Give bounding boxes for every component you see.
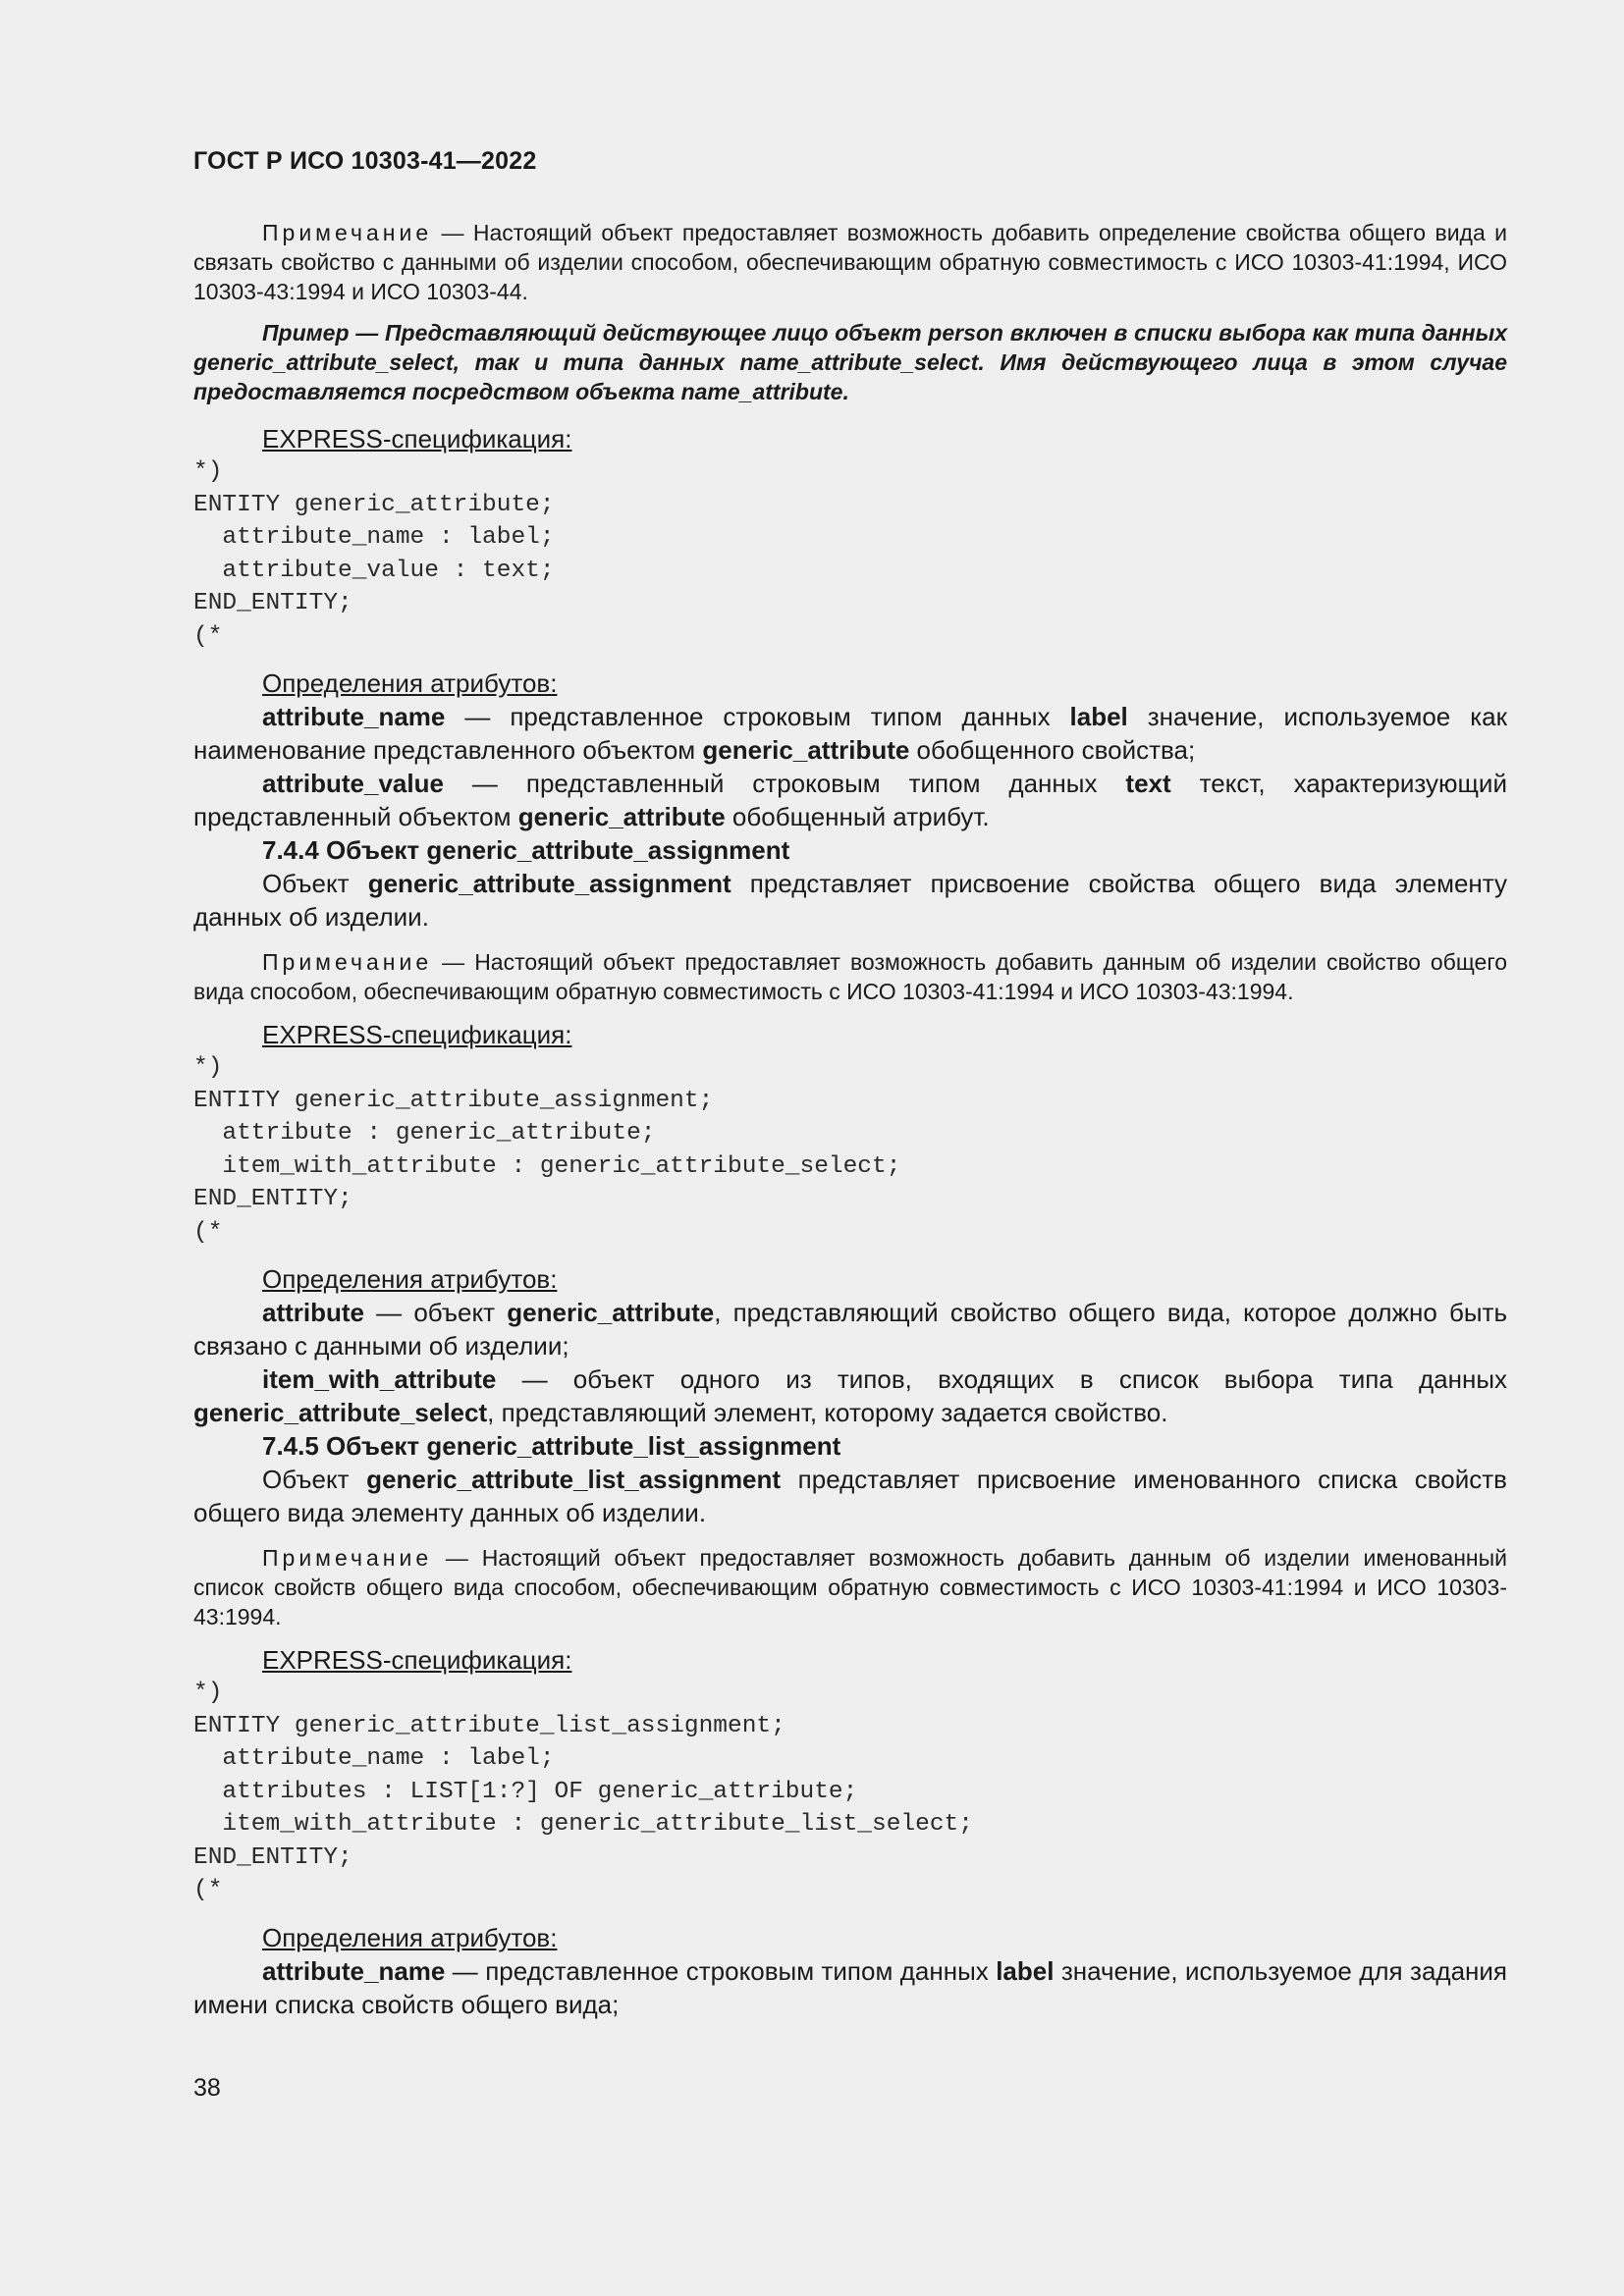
- document-page: [193, 145, 1507, 2021]
- express-spec-label: EXPRESS-спецификация:: [262, 1020, 572, 1049]
- attr-definition: attribute_value — представленный строковым типом данных text текст, характеризующий представленный объектом generic_attribute обобщенный атрибут.: [193, 769, 1507, 831]
- express-code-block: *) ENTITY generic_attribute; attribute_name : label; attribute_value : text; END_ENTITY; (*: [193, 458, 555, 650]
- express-code-block: *) ENTITY generic_attribute_list_assignment; attribute_name : label; attributes : LIST[1:?] OF generic_attribute; item_with_attribute : generic_attribute_list_select; END_ENTITY; (*: [193, 1680, 973, 1903]
- note-paragraph: Примечание — Настоящий объект предоставляет возможность добавить данным об изделии свойство общего вида способом, обеспечивающим обратную совместимость с ИСО 10303-41:1994 и ИСО 10303-43:1994.: [193, 949, 1507, 1004]
- express-spec-label: EXPRESS-спецификация:: [262, 1645, 572, 1675]
- note-label: Примечание: [262, 1545, 433, 1571]
- express-spec-label: EXPRESS-спецификация:: [262, 424, 572, 454]
- attr-definition: item_with_attribute — объект одного из типов, входящих в список выбора типа данных generic_attribute_select, представляющий элемент, которому задается свойство.: [193, 1364, 1507, 1427]
- attr-definition: attribute — объект generic_attribute, представляющий свойство общего вида, которое должно быть связано с данными об изделии;: [193, 1298, 1507, 1361]
- note-text: — Настоящий объект предоставляет возможность добавить определение свойства общего вида и связать свойство с данными об изделии способом, обеспечивающим обратную совместимость с ИСО 10303-41:1994, ИСО 10303-43:1994 и ИСО 10303-44.: [193, 220, 1507, 304]
- page-number: 38: [193, 2074, 221, 2102]
- attr-defs-label: Определения атрибутов:: [262, 1264, 558, 1294]
- note-label: Примечание: [262, 949, 433, 975]
- attr-defs-label: Определения атрибутов:: [262, 668, 558, 698]
- express-code-block: *) ENTITY generic_attribute_assignment; attribute : generic_attribute; item_with_attribute : generic_attribute_select; END_ENTITY; (*: [193, 1054, 901, 1246]
- note-paragraph: Примечание — Настоящий объект предоставляет возможность добавить данным об изделии именованный список свойств общего вида способом, обеспечивающим обратную совместимость с ИСО 10303-41:1994 и ИСО 10303-43:1994.: [193, 1545, 1507, 1629]
- section-paragraph: Объект generic_attribute_assignment представляет присвоение свойства общего вида элементу данных об изделии.: [193, 869, 1507, 932]
- note-paragraph: [193, 218, 1507, 306]
- section-paragraph: Объект generic_attribute_list_assignment представляет присвоение именованного списка свойств общего вида элементу данных об изделии.: [193, 1465, 1507, 1527]
- document-header: ГОСТ Р ИСО 10303-41—2022: [193, 147, 537, 175]
- attr-definition: attribute_name — представленное строковым типом данных label значение, используемое для задания имени списка свойств общего вида;: [193, 1955, 1508, 2019]
- section-heading: 7.4.4 Объект generic_attribute_assignment: [262, 835, 790, 865]
- section-heading: 7.4.5 Объект generic_attribute_list_assignment: [262, 1431, 841, 1461]
- attr-definition: attribute_name — представленное строковым типом данных label значение, используемое как наименование представленного объектом generic_attribute обобщенного свойства;: [193, 702, 1507, 765]
- attr-defs-label: Определения атрибутов:: [262, 1922, 558, 1952]
- example-paragraph: Пример — Представляющий действующее лицо объект person включен в списки выбора как типа данных generic_attribute_select, так и типа данных name_attribute_select. Имя действующего лица в этом случае предоставляется посредством объекта name_attribute.: [193, 320, 1507, 404]
- note-label: Примечание: [262, 220, 433, 245]
